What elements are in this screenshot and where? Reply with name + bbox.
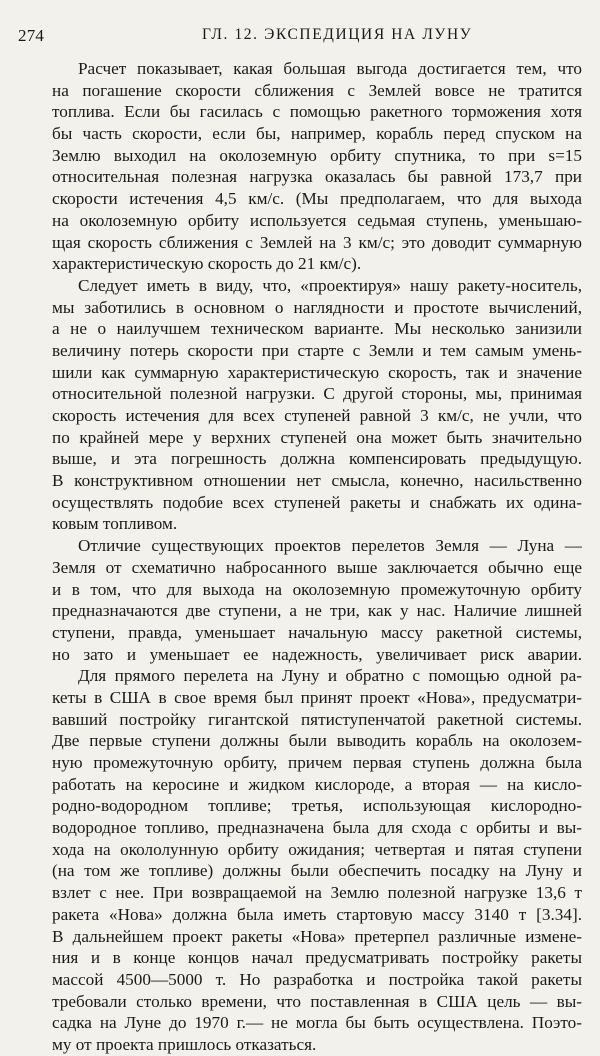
body-text: [52, 58, 582, 1056]
text-line: му от проекта пришлось отказаться.: [52, 1034, 317, 1054]
text-line: Землю выходил на околоземную орбиту спутника, то при s=15: [52, 145, 582, 165]
text-line: В конструктивном отношении нет смысла, конечно, насильственно: [52, 471, 582, 491]
page-number: 274: [18, 26, 45, 45]
page-header: [18, 26, 568, 48]
text-line: топлива. Если бы гасилась с помощью ракетного торможения хотя: [52, 102, 582, 122]
text-line: В дальнейшем проект ракеты «Нова» претерпел различные измене-: [52, 926, 582, 946]
paragraph: [52, 535, 582, 665]
text-line: вавший постройку гигантской пятиступенчатой ракетной системы.: [52, 709, 582, 729]
text-line: массой 4500—5000 т. Но разработка и постройка такой ракеты: [52, 969, 582, 989]
text-line: характеристическую скорость до 21 км/с).: [52, 254, 362, 274]
text-line: родно-водородном топливе; третья, использующая кислородно-: [52, 796, 582, 816]
text-line: кеты в США в свое время был принят проект «Нова», предусматри-: [52, 687, 582, 707]
text-line: по крайней мере у верхних ступеней она может быть значительно: [52, 427, 582, 447]
text-line: относительная полезная нагрузка оказалась бы равной 173,7 при: [52, 167, 582, 187]
text-line: взлет с нее. При возвращаемой на Землю полезной нагрузке 13,6 т: [52, 883, 582, 903]
text-line: ковым топливом.: [52, 514, 178, 534]
text-line: Для прямого перелета на Луну и обратно с помощью одной ра-: [78, 666, 582, 686]
paragraph: [52, 275, 582, 535]
paragraph: [52, 665, 582, 1055]
text-line: Расчет показывает, какая большая выгода достигается тем, что: [78, 59, 582, 78]
text-line: мы заботились в основном о наглядности и простоте вычислений,: [52, 297, 582, 317]
text-line: хода на окололунную орбиту ожидания; четвертая и пятая ступени: [52, 839, 582, 859]
text-line: работать на керосине и жидком кислороде, а вторая — на кисло-: [52, 774, 582, 794]
text-line: и в том, что для выхода на околоземную промежуточную орбиту: [52, 579, 582, 599]
text-line: ния и в конце концов начал предусматривать постройку ракеты: [52, 948, 582, 968]
text-line: ракета «Нова» должна была иметь стартовую массу 3140 т [3.34].: [52, 904, 582, 924]
text-line: щая скорость сближения с Землей на 3 км/с; это доводит суммарную: [52, 232, 582, 252]
text-line: ступени, правда, уменьшает начальную массу ракетной системы,: [52, 622, 582, 642]
text-line: водородное топливо, предназначена была для схода с орбиты и вы-: [52, 818, 582, 838]
text-line: бы часть скорости, если бы, например, корабль перед спуском на: [52, 124, 582, 144]
paragraph: [52, 58, 582, 275]
text-line: Две первые ступени должны были выводить корабль на околозем-: [52, 731, 582, 751]
text-line: скорости истечения 4,5 км/с. (Мы предполагаем, что для выхода: [52, 189, 582, 209]
text-line: предназначаются две ступени, а не три, как у нас. Наличие лишней: [52, 601, 582, 621]
text-line: относительной полезной нагрузки. С другой стороны, мы, принимая: [52, 384, 582, 404]
running-head: ГЛ. 12. ЭКСПЕДИЦИЯ НА ЛУНУ: [202, 26, 473, 43]
text-line: на околоземную орбиту используется седьмая ступень, уменьшаю-: [52, 210, 582, 230]
text-line: шили как суммарную характеристическую скорость, так и значение: [52, 362, 582, 382]
text-line: выше, и эта погрешность должна компенсировать предыдущую.: [52, 449, 582, 469]
text-line: требовали столько времени, что поставленная в США цель — вы-: [52, 991, 582, 1011]
text-line: скорость истечения для всех ступеней равной 3 км/с, не учли, что: [52, 406, 582, 425]
text-line: Земля от схематично набросанного выше заключается обычно еще: [52, 557, 582, 577]
text-line: Следует иметь в виду, что, «проектируя» нашу ракету-носитель,: [78, 275, 582, 295]
text-line: величину потерь скорости при старте с Земли и тем самым умень-: [52, 340, 582, 360]
text-line: на погашение скорости сближения с Землей вовсе не тратится: [52, 80, 582, 100]
text-line: (на том же топливе) должны были обеспечить посадку на Луну и: [52, 861, 582, 881]
text-line: а не о наилучшем техническом варианте. Мы несколько занизили: [52, 319, 582, 339]
text-line: осуществлять подобие всех ступеней ракеты и снабжать их одина-: [52, 492, 582, 512]
text-line: но зато и уменьшает ее надежность, увеличивает риск аварии.: [52, 644, 582, 664]
text-line: садка на Луне до 1970 г.— не могла бы быть осуществлена. Поэто-: [52, 1013, 582, 1033]
text-line: ную промежуточную орбиту, причем первая ступень должна была: [52, 753, 582, 772]
text-line: Отличие существующих проектов перелетов Земля — Луна —: [78, 536, 582, 556]
